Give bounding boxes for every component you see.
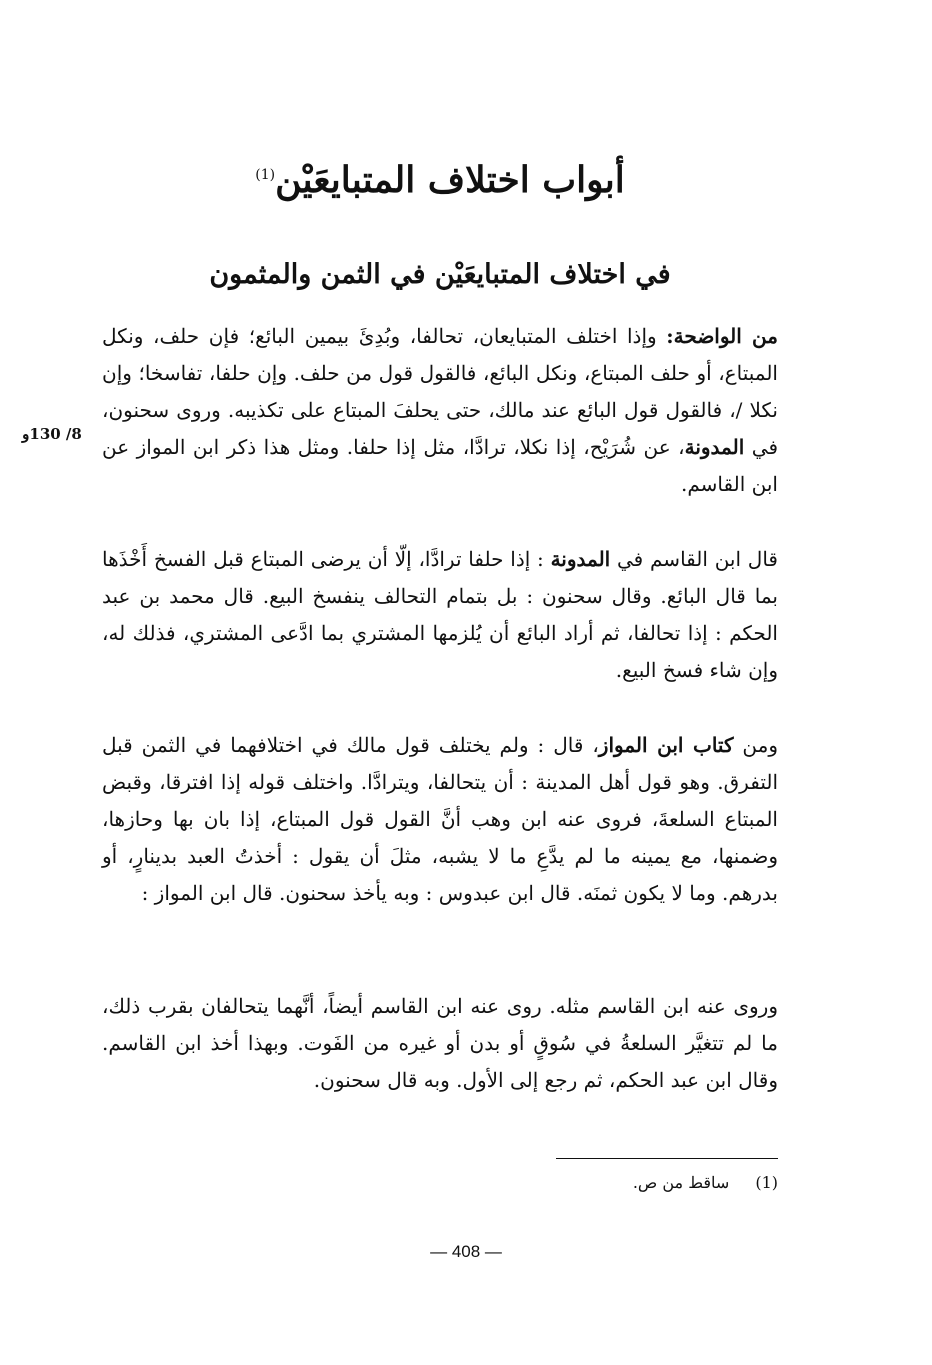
section-title: في اختلاف المتبايعَيْن في الثمن والمثمون: [209, 259, 671, 290]
main-title: [100, 150, 780, 205]
paragraph-4: [102, 988, 778, 1099]
paragraph-3-text: ، قال : ولم يختلف قول مالك في اختلافهما في الثمن قبل التفرق. وهو قول أهل المدينة : أن يتحالفا، ويترادَّا. واختلف قوله إذا افترقا، وقبض المبتاع السلعةَ، فروى عنه ابن وهب أنَّ القول قول المبتاع، إذا بان بها وحازها، وضمنها، مع يمينه ما لم يدَّعِ ما لا يشبه، مثلَ أن يقول : أخذتُ العبد بدينارٍ، أو بدرهم. وما لا يكون ثمنَه. قال ابن عبدوس : وبه يأخذ سحنون. قال ابن المواز :: [102, 733, 778, 905]
footnote-divider: [556, 1158, 778, 1159]
main-title-footnote-ref[interactable]: (1): [255, 167, 276, 183]
paragraph-3: [102, 727, 778, 912]
footnote-number: (1): [755, 1173, 778, 1192]
paragraph-1-source: من الواضحة:: [666, 324, 778, 348]
paragraph-1-text: وإذا اختلف المتبايعان، تحالفا، وبُدِئَ بيمين البائع؛ فإن حلف، ونكل المبتاع، أو حلف المبتاع، ونكل البائع، فالقول قول من حلف. وإن حلفا، تفاسخا؛ وإن نكلا /، فالقول قول البائع عند مالك، حتى يحلفَ المبتاع على تكذيبه. وروى سحنون، في: [102, 324, 778, 459]
paragraph-4-text: وروى عنه ابن القاسم مثله. روى عنه ابن القاسم أيضاً، أنَّهما يتحالفان بقرب ذلك، ما لم تتغيَّر السلعةُ في سُوقٍ أو بدن أو غيره من الفَوت. وبهذا أخذ ابن القاسم. وقال ابن عبد الحكم، ثم رجع إلى الأول. وبه قال سحنون.: [102, 994, 778, 1092]
paragraph-1-ref: المدونة: [684, 435, 745, 459]
paragraph-2-text: : إذا حلفا ترادَّا، إلّا أن يرضى المبتاع قبل الفسخ أَخْذَها بما قال البائع. وقال سحنون : بل بتمام التحالف ينفسخ البيع. قال محمد بن عبد الحكم : إذا تحالفا، ثم أراد البائع أن يُلزمها المشتري بما ادَّعى المشتري، فذلك له، وإن شاء فسخ البيع.: [102, 547, 778, 682]
paragraph-1: [102, 318, 778, 503]
paragraph-2-lead: قال ابن القاسم في: [610, 547, 778, 571]
main-title-text: أبواب اختلاف المتبايعَيْن: [275, 159, 625, 201]
paragraph-3-ref: كتاب ابن المواز: [598, 733, 734, 757]
footnote-text: ساقط من ص.: [632, 1173, 730, 1192]
paragraph-2-ref: المدونة: [550, 547, 611, 571]
footnote: [500, 1170, 778, 1196]
margin-folio-note: 8/ 130و: [22, 425, 82, 443]
paragraph-1-tail: ، عن شُرَيْح، إذا نكلا، ترادَّا، مثل إذا حلفا. ومثل هذا ذكر ابن المواز عن ابن القاسم.: [102, 435, 778, 496]
page-number: — 408 —: [430, 1242, 502, 1261]
paragraph-2: [102, 541, 778, 689]
paragraph-3-lead: ومن: [733, 733, 779, 757]
